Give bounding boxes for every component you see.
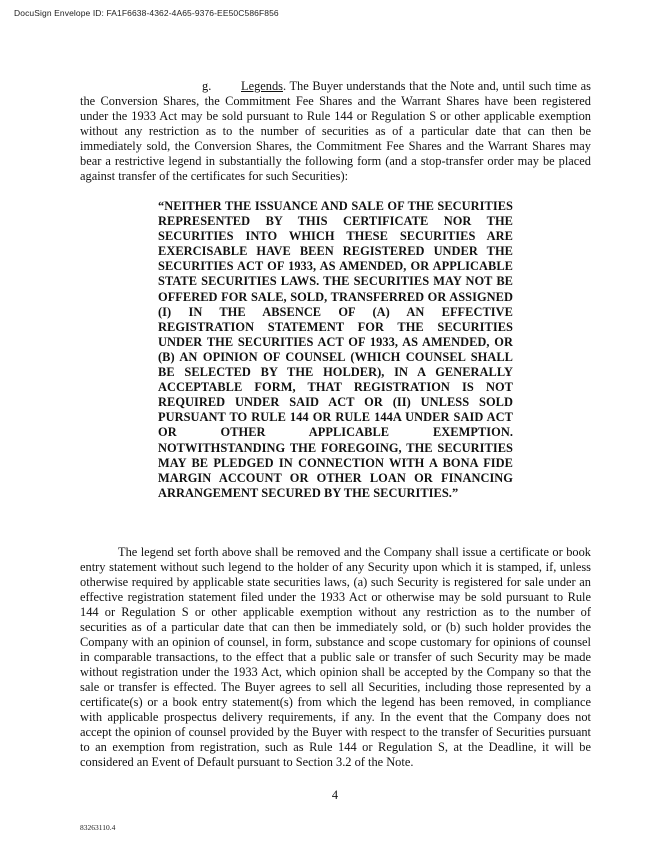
document-id: 83263110.4 [80,823,116,832]
restrictive-legend: “NEITHER THE ISSUANCE AND SALE OF THE SECURITIES REPRESENTED BY THIS CERTIFICATE NOR THE SECURITIES INTO WHICH THESE SECURITIES ARE EXERCISABLE HAVE BEEN REGISTERED UNDER THE SECURITIES ACT OF 1933, AS AMENDED, OR APPLICABLE STATE SECURITIES LAWS. THE SECURITIES MAY NOT BE OFFERED FOR SALE, SOLD, TRANSFERRED OR ASSIGNED (I) IN THE ABSENCE OF (A) AN EFFECTIVE REGISTRATION STATEMENT FOR THE SECURITIES UNDER THE SECURITIES ACT OF 1933, AS AMENDED, OR (B) AN OPINION OF COUNSEL (WHICH COUNSEL SHALL BE SELECTED BY THE HOLDER), IN A GENERALLY ACCEPTABLE FORM, THAT REGISTRATION IS NOT REQUIRED UNDER SAID ACT OR (II) UNLESS SOLD PURSUANT TO RULE 144 OR RULE 144A UNDER SAID ACT OR OTHER APPLICABLE EXEMPTION. NOTWITHSTANDING THE FOREGOING, THE SECURITIES MAY BE PLEDGED IN CONNECTION WITH A BONA FIDE MARGIN ACCOUNT OR OTHER LOAN OR FINANCING ARRANGEMENT SECURED BY THE SECURITIES.” [158,199,513,500]
section-g-marker: g. [202,79,212,93]
section-g-paragraph [80,79,591,184]
section-g-text: . The Buyer understands that the Note and, until such time as the Conversion Shares, the Commitment Fee Shares and the Warrant Shares have been registered under the 1933 Act may be sold pursuant to Rule 144 or Regulation S or other applicable exemption without any restriction as to the number of securities as of a particular date that can then be immediately sold, the Conversion Shares, the Commitment Fee Shares and the Warrant Shares may bear a restrictive legend in substantially the following form (and a stop-transfer order may be placed against transfer of the certificates for such Securities): [80,79,591,183]
page-number: 4 [331,788,339,802]
docusign-envelope-id: DocuSign Envelope ID: FA1F6638-4362-4A65-9376-EE50C586F856 [14,8,279,18]
section-g-title: Legends [241,79,283,93]
legend-removal-paragraph: The legend set forth above shall be removed and the Company shall issue a certificate or book entry statement without such legend to the holder of any Security upon which it is stamped, if, unless otherwise required by applicable state securities laws, (a) such Security is registered for sale under an effective registration statement filed under the 1933 Act or otherwise may be sold pursuant to Rule 144 or Regulation S or other applicable exemption without any restriction as to the number of securities as of a particular date that can then be immediately sold, or (b) such holder provides the Company with an opinion of counsel, in form, substance and scope customary for opinions of counsel in comparable transactions, to the effect that a public sale or transfer of such Security may be made without registration under the 1933 Act, which opinion shall be accepted by the Company so that the sale or transfer is effected. The Buyer agrees to sell all Securities, including those represented by a certificate(s) or a book entry statement(s) from which the legend has been removed, in compliance with applicable prospectus delivery requirements, if any. In the event that the Company does not accept the opinion of counsel provided by the Buyer with respect to the transfer of Securities pursuant to an exemption from registration, such as Rule 144 or Regulation S, at the Deadline, it will be considered an Event of Default pursuant to Section 3.2 of the Note. [80,545,591,769]
